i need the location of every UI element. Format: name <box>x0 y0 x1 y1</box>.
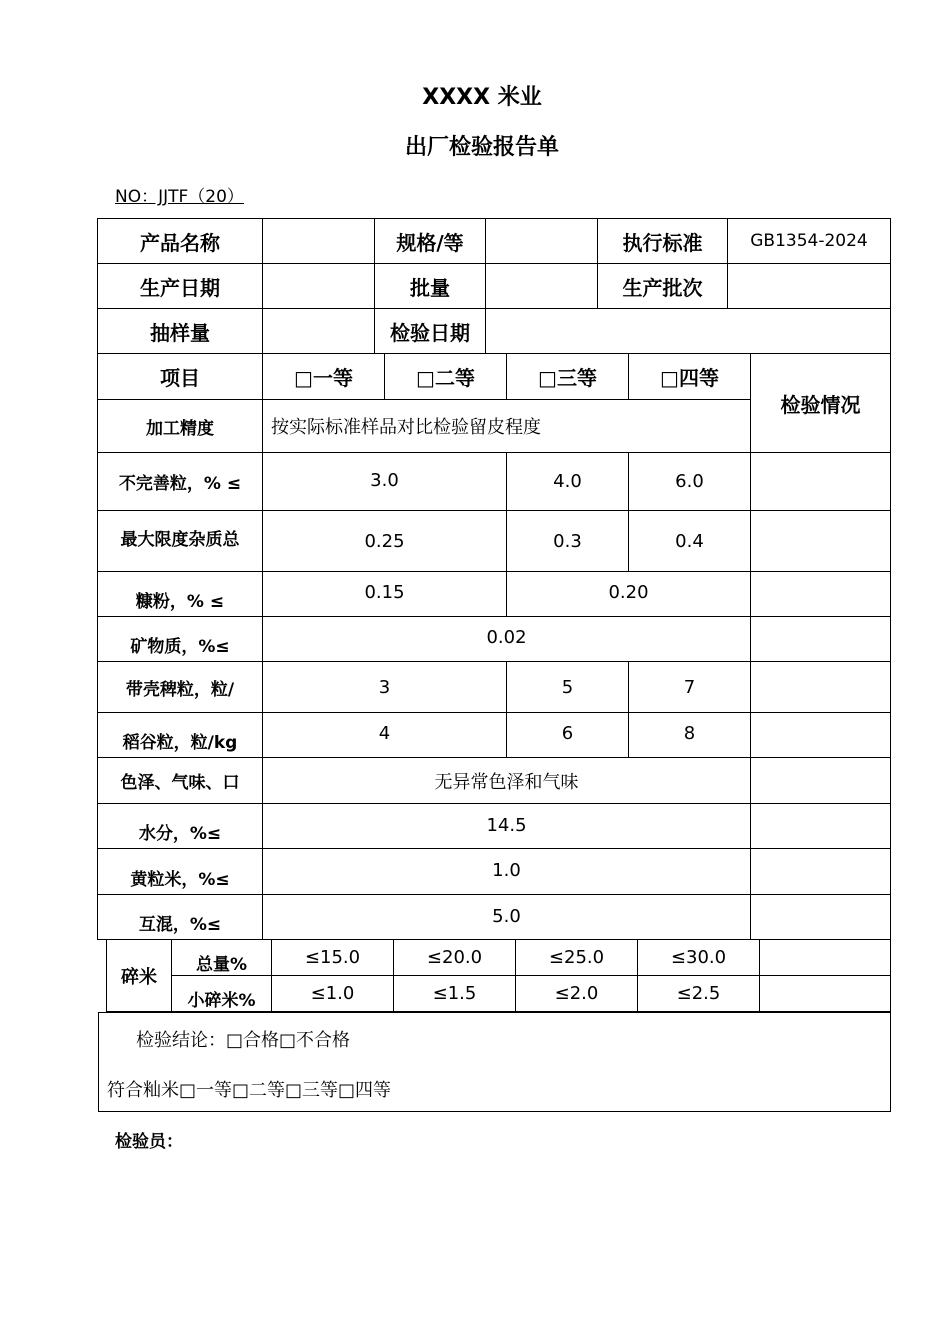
mineral-label: 矿物质，%≤ <box>97 616 263 662</box>
paddy-label: 稻谷粒，粒/kg <box>97 712 263 758</box>
impurity-g4: 0.4 <box>628 510 751 572</box>
prod-date-value[interactable] <box>262 263 375 309</box>
moisture-value: 14.5 <box>262 803 751 849</box>
mineral-value: 0.02 <box>262 616 751 662</box>
spec-label: 规格/等 <box>374 218 486 264</box>
grade-2-checkbox[interactable]: □二等 <box>384 353 507 400</box>
product-name-label: 产品名称 <box>97 218 263 264</box>
broken-small-g4: ≤2.5 <box>637 975 760 1012</box>
yellow-status[interactable] <box>750 848 891 895</box>
broken-small-g3: ≤2.0 <box>515 975 638 1012</box>
broken-total-label: 总量% <box>171 939 272 976</box>
impurity-g12: 0.25 <box>262 510 507 572</box>
precision-label: 加工精度 <box>97 399 263 453</box>
precision-value: 按实际标准样品对比检验留皮程度 <box>262 399 751 453</box>
broken-total-g3: ≤25.0 <box>515 939 638 976</box>
moisture-status[interactable] <box>750 803 891 849</box>
bran-label: 糠粉，% ≤ <box>97 571 263 617</box>
broken-small-status[interactable] <box>759 975 891 1012</box>
yellow-label: 黄粒米，%≤ <box>97 848 263 895</box>
batch-qty-value[interactable] <box>485 263 598 309</box>
prod-batch-label: 生产批次 <box>597 263 728 309</box>
broken-total-status[interactable] <box>759 939 891 976</box>
imperfect-status[interactable] <box>750 452 891 511</box>
inspect-date-label: 检验日期 <box>374 308 486 354</box>
report-number: NO：JJTF（20） <box>115 187 244 207</box>
husked-g4: 7 <box>628 661 751 713</box>
broken-total-g1: ≤15.0 <box>271 939 394 976</box>
impurity-g3: 0.3 <box>506 510 629 572</box>
paddy-g3: 6 <box>506 712 629 758</box>
husked-g3: 5 <box>506 661 629 713</box>
report-title: 出厂检验报告单 <box>404 135 559 160</box>
color-value: 无异常色泽和气味 <box>262 757 751 804</box>
broken-small-label: 小碎米% <box>171 975 272 1012</box>
grade-4-checkbox[interactable]: □四等 <box>628 353 751 400</box>
standard-label: 执行标准 <box>597 218 728 264</box>
grade-1-checkbox[interactable]: □一等 <box>262 353 385 400</box>
conclusion-grade[interactable]: 符合籼米□一等□二等□三等□四等 <box>107 1080 392 1101</box>
mixed-status[interactable] <box>750 894 891 940</box>
inspect-date-value[interactable] <box>485 308 891 354</box>
color-label: 色泽、气味、口 <box>97 757 263 804</box>
husked-status[interactable] <box>750 661 891 713</box>
husked-g12: 3 <box>262 661 507 713</box>
paddy-g12: 4 <box>262 712 507 758</box>
sample-qty-label: 抽样量 <box>97 308 263 354</box>
husked-label: 带壳稗粒，粒/ <box>97 661 263 713</box>
impurity-status[interactable] <box>750 510 891 572</box>
mineral-status[interactable] <box>750 616 891 662</box>
company-title: XXXX 米业 <box>422 85 542 110</box>
grade-3-checkbox[interactable]: □三等 <box>506 353 629 400</box>
bran-g12: 0.15 <box>262 571 507 617</box>
sample-qty-value[interactable] <box>262 308 375 354</box>
broken-small-g2: ≤1.5 <box>393 975 516 1012</box>
broken-total-g4: ≤30.0 <box>637 939 760 976</box>
moisture-label: 水分，%≤ <box>97 803 263 849</box>
imperfect-g4: 6.0 <box>628 452 751 511</box>
prod-date-label: 生产日期 <box>97 263 263 309</box>
yellow-value: 1.0 <box>262 848 751 895</box>
imperfect-g3: 4.0 <box>506 452 629 511</box>
item-label: 项目 <box>97 353 263 400</box>
broken-rice-label: 碎米 <box>106 939 172 1012</box>
product-name-value[interactable] <box>262 218 375 264</box>
standard-value: GB1354-2024 <box>727 218 891 264</box>
imperfect-g12: 3.0 <box>262 452 507 511</box>
bran-g34: 0.20 <box>506 571 751 617</box>
conclusion-result[interactable]: 检验结论：□合格□不合格 <box>136 1030 351 1051</box>
mixed-value: 5.0 <box>262 894 751 940</box>
broken-small-g1: ≤1.0 <box>271 975 394 1012</box>
paddy-g4: 8 <box>628 712 751 758</box>
paddy-status[interactable] <box>750 712 891 758</box>
spec-value[interactable] <box>485 218 598 264</box>
batch-qty-label: 批量 <box>374 263 486 309</box>
imperfect-label: 不完善粒，% ≤ <box>97 452 263 511</box>
color-status[interactable] <box>750 757 891 804</box>
broken-total-g2: ≤20.0 <box>393 939 516 976</box>
inspection-status-label: 检验情况 <box>750 353 891 453</box>
bran-status[interactable] <box>750 571 891 617</box>
prod-batch-value[interactable] <box>727 263 891 309</box>
mixed-label: 互混，%≤ <box>97 894 263 940</box>
conclusion-box <box>98 1012 891 1112</box>
impurity-label: 最大限度杂质总 <box>97 510 263 572</box>
inspector-label: 检验员： <box>115 1132 183 1152</box>
